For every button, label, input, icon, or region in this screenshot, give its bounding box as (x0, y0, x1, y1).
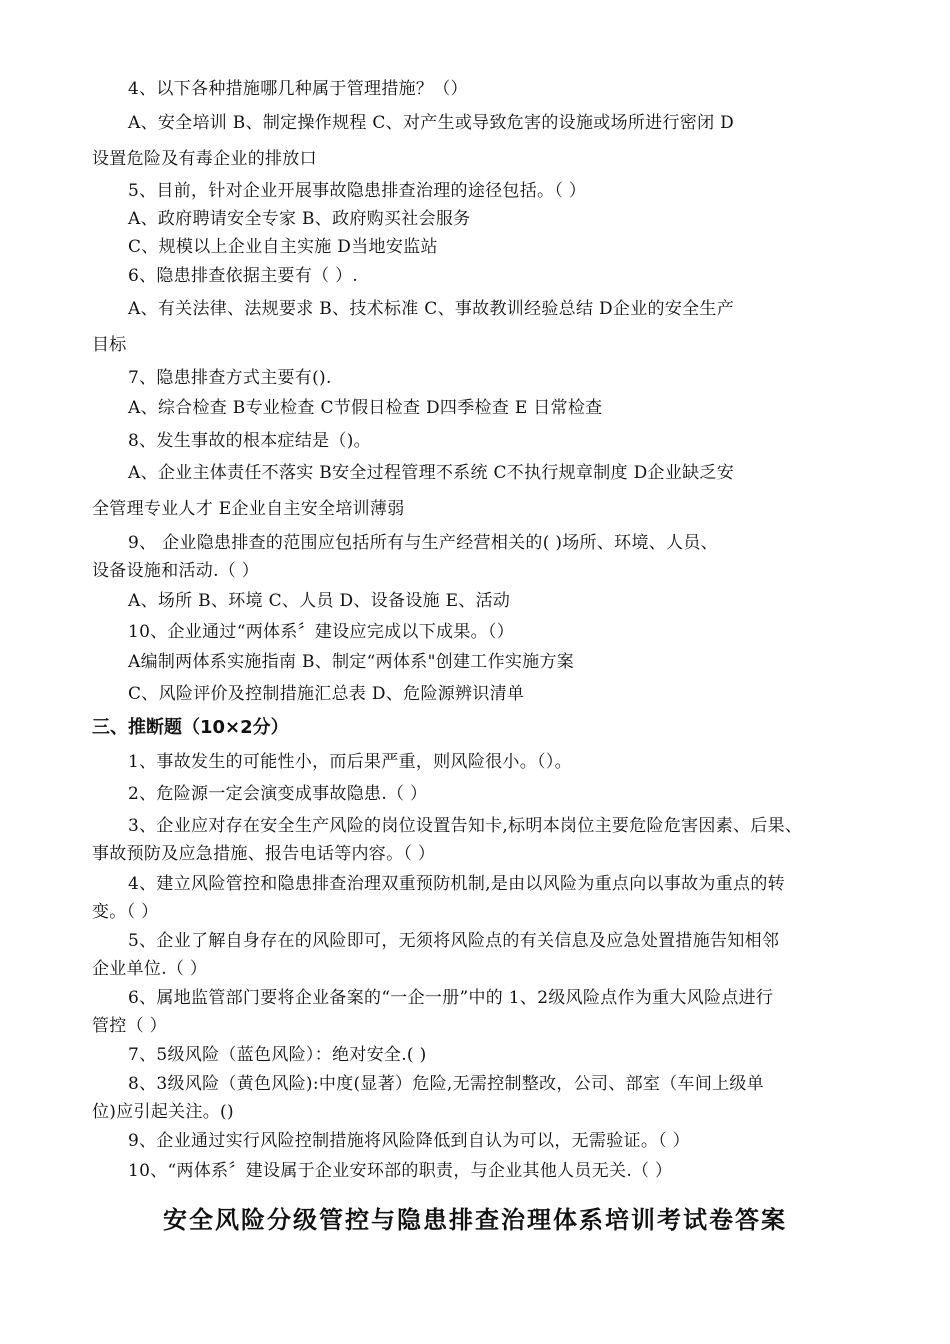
judgment-1: 1、事故发生的可能性小，而后果严重，则风险很小。（）。 (128, 752, 572, 772)
judgment-4-cont: 变。（ ） (92, 902, 159, 922)
question-8-options: A、企业主体责任不落实 B安全过程管理不系统 C不执行规章制度 D企业缺乏安 (128, 463, 735, 483)
question-8-options-cont: 全管理专业人才 E企业自主安全培训薄弱 (92, 499, 405, 519)
question-5: 5、目前，针对企业开展事故隐患排查治理的途径包括。（ ） (128, 181, 587, 201)
question-10-options-c: C、风险评价及控制措施汇总表 D、危险源辨识清单 (128, 684, 525, 704)
question-9: 9、 企业隐患排查的范围应包括所有与生产经营相关的( )场所、环境、人员、 (128, 533, 718, 553)
judgment-2: 2、危险源一定会演变成事故隐患.（ ） (128, 784, 428, 804)
question-10-options-a: A编制两体系实施指南 B、制定“两体系"创建工作实施方案 (128, 652, 575, 672)
question-7-options: A、综合检查 B专业检查 C节假日检查 D四季检查 E 日常检查 (128, 398, 603, 418)
question-5-options-a: A、政府聘请安全专家 B、政府购买社会服务 (128, 209, 471, 229)
judgment-5: 5、企业了解自身存在的风险即可，无须将风险点的有关信息及应急处置措施告知相邻 (128, 931, 780, 951)
question-4: 4、以下各种措施哪几种属于管理措施？（） (128, 79, 468, 99)
judgment-7: 7、5级风险（蓝色风险）：绝对安全.( ) (128, 1045, 427, 1065)
question-6-options-cont: 目标 (92, 335, 127, 355)
question-4-options: A、安全培训 B、制定操作规程 C、对产生或导致危害的设施或场所进行密闭 D (128, 113, 735, 133)
judgment-6: 6、属地监管部门要将企业备案的“一企一册”中的 1、2级风险点作为重大风险点进行 (128, 988, 774, 1008)
judgment-5-cont: 企业单位.（ ） (92, 959, 208, 979)
judgment-8: 8、3级风险（黄色风险):中度(显著）危险,无需控制整改，公司、部室（车间上级单 (128, 1074, 765, 1094)
question-9-options: A、场所 B、环境 C、人员 D、设备设施 E、活动 (128, 591, 511, 611)
judgment-9: 9、企业通过实行风险控制措施将风险降低到自认为可以，无需验证。（ ） (128, 1131, 690, 1151)
judgment-3: 3、企业应对存在安全生产风险的岗位设置告知卡,标明本岗位主要危险危害因素、后果、 (128, 816, 803, 836)
answer-title: 安全风险分级管控与隐患排查治理体系培训考试卷答案 (163, 1205, 787, 1234)
question-8: 8、发生事故的根本症结是（)。 (128, 431, 371, 451)
question-7: 7、隐患排查方式主要有(). (128, 368, 332, 388)
question-6-options: A、有关法律、法规要求 B、技术标准 C、事故教训经验总结 D企业的安全生产 (128, 299, 735, 319)
judgment-6-cont: 管控（ ） (92, 1016, 167, 1036)
judgment-8-cont: 位)应引起关注。() (92, 1102, 234, 1122)
question-9-cont: 设备设施和活动.（ ） (92, 561, 260, 581)
section-3-heading: 三、推断题（10×2分） (92, 717, 289, 738)
judgment-4: 4、建立风险管控和隐患排查治理双重预防机制,是由以风险为重点向以事故为重点的转 (128, 874, 785, 894)
question-6: 6、隐患排查依据主要有（ ）. (128, 266, 359, 286)
question-5-options-c: C、规模以上企业自主实施 D当地安监站 (128, 237, 438, 257)
judgment-3-cont: 事故预防及应急措施、报告电话等内容。（ ） (92, 844, 436, 864)
judgment-10: 10、“两体系〞建设属于企业安环部的职责，与企业其他人员无关.（ ） (128, 1161, 673, 1181)
question-10: 10、企业通过“两体系〞建设应完成以下成果。（） (128, 622, 515, 642)
question-4-options-cont: 设置危险及有毒企业的排放口 (92, 149, 317, 169)
